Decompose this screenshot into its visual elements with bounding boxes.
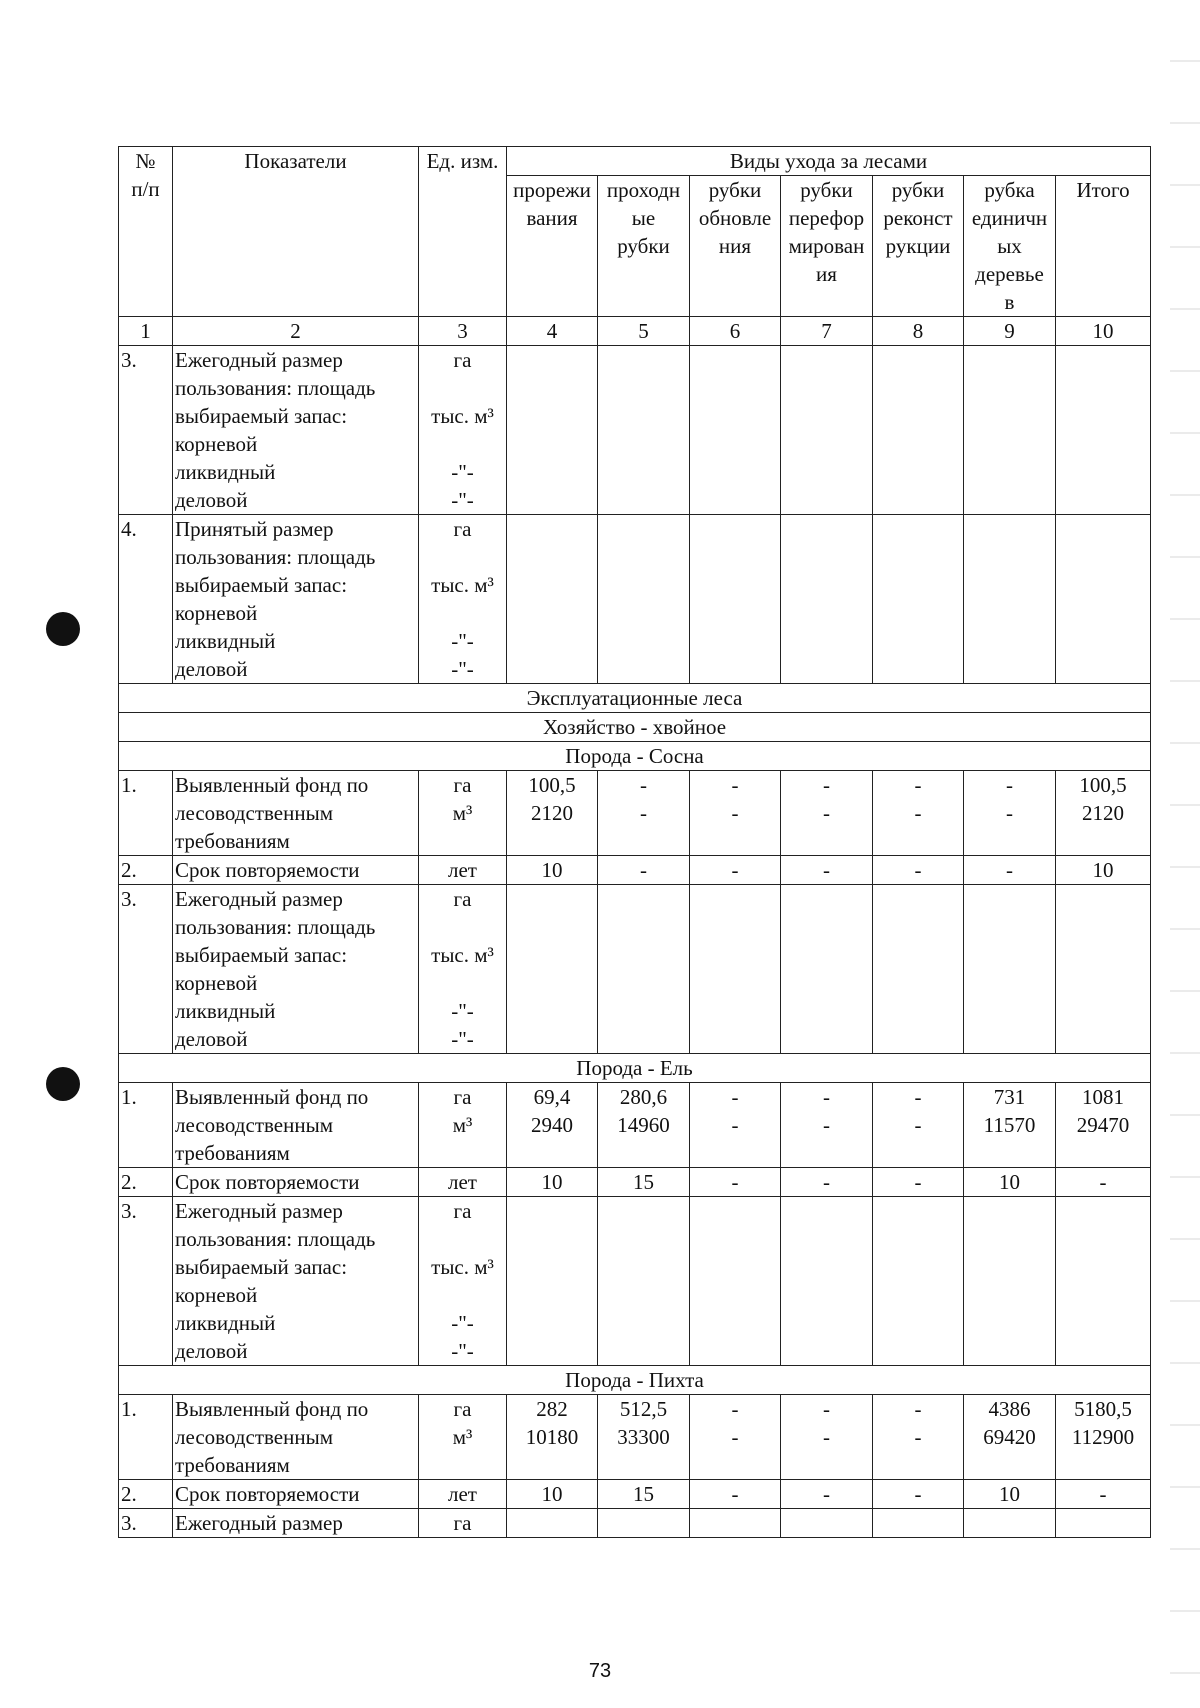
page-number: 73 — [588, 1660, 612, 1682]
row-value — [598, 1509, 690, 1538]
col-number: 2 — [173, 317, 419, 346]
row-value — [781, 515, 873, 684]
row-value: - — [690, 1480, 781, 1509]
row-value — [1056, 1509, 1151, 1538]
header-row-group — [119, 147, 1151, 176]
table-row — [119, 1480, 1151, 1509]
row-value: - — [1056, 1168, 1151, 1197]
row-unit: га тыс. м³ -"- -"- — [419, 346, 507, 515]
row-value: - - — [873, 771, 964, 856]
scan-edge — [1170, 0, 1200, 1708]
row-unit: га тыс. м³ -"- -"- — [419, 885, 507, 1054]
row-value: 69,4 2940 — [507, 1083, 598, 1168]
row-value — [507, 1509, 598, 1538]
col-number: 9 — [964, 317, 1056, 346]
row-value — [873, 346, 964, 515]
row-number: 1. — [119, 771, 173, 856]
row-value — [1056, 1197, 1151, 1366]
col-header: Итого — [1056, 176, 1151, 317]
row-value — [873, 885, 964, 1054]
row-value — [1056, 346, 1151, 515]
row-value — [1056, 885, 1151, 1054]
row-unit: га м³ — [419, 1083, 507, 1168]
table-row — [119, 1083, 1151, 1168]
row-value: - — [1056, 1480, 1151, 1509]
col-header: рубка единичн ых деревье в — [964, 176, 1056, 317]
row-value: 280,6 14960 — [598, 1083, 690, 1168]
row-number: 4. — [119, 515, 173, 684]
col-number: 8 — [873, 317, 964, 346]
row-value: 15 — [598, 1168, 690, 1197]
row-unit: лет — [419, 1480, 507, 1509]
row-value: 10 — [507, 856, 598, 885]
row-value — [598, 885, 690, 1054]
row-value — [507, 1197, 598, 1366]
table-row — [119, 1197, 1151, 1366]
row-value: - - — [873, 1083, 964, 1168]
row-value: 10 — [507, 1168, 598, 1197]
row-indicator: Выявленный фонд по лесоводственным требованиям — [173, 771, 419, 856]
table-row — [119, 1509, 1151, 1538]
row-value — [1056, 515, 1151, 684]
col-number: 10 — [1056, 317, 1151, 346]
row-value — [598, 1197, 690, 1366]
row-value: - — [781, 1168, 873, 1197]
row-value: 10 — [1056, 856, 1151, 885]
row-value — [964, 885, 1056, 1054]
row-value — [598, 515, 690, 684]
row-indicator: Выявленный фонд по лесоводственным требованиям — [173, 1395, 419, 1480]
row-value — [873, 1197, 964, 1366]
punch-hole — [46, 612, 80, 646]
section-row — [119, 1366, 1151, 1395]
forest-care-table — [118, 146, 1151, 1538]
row-number: 3. — [119, 1197, 173, 1366]
row-value — [598, 346, 690, 515]
row-value: - — [690, 1168, 781, 1197]
column-numbers-row — [119, 317, 1151, 346]
row-value — [964, 515, 1056, 684]
col-header: проходн ые рубки — [598, 176, 690, 317]
row-value — [781, 1509, 873, 1538]
row-number: 3. — [119, 1509, 173, 1538]
row-number: 2. — [119, 856, 173, 885]
row-value: - - — [598, 771, 690, 856]
row-value — [690, 885, 781, 1054]
row-value — [964, 1509, 1056, 1538]
col-unit-header: Ед. изм. — [419, 147, 507, 317]
col-number: 6 — [690, 317, 781, 346]
section-title: Порода - Пихта — [119, 1366, 1151, 1395]
col-number: 7 — [781, 317, 873, 346]
row-unit: га м³ — [419, 1395, 507, 1480]
row-value: - - — [781, 1395, 873, 1480]
row-value: - — [964, 856, 1056, 885]
row-value: 10 — [964, 1168, 1056, 1197]
row-indicator: Выявленный фонд по лесоводственным требованиям — [173, 1083, 419, 1168]
row-unit: га тыс. м³ -"- -"- — [419, 515, 507, 684]
row-value: 10 — [507, 1480, 598, 1509]
row-number: 1. — [119, 1395, 173, 1480]
row-value — [507, 515, 598, 684]
row-value: - — [598, 856, 690, 885]
row-value — [781, 1197, 873, 1366]
row-value: 4386 69420 — [964, 1395, 1056, 1480]
row-value: - — [873, 856, 964, 885]
row-value: - — [690, 856, 781, 885]
row-value: - - — [781, 1083, 873, 1168]
row-indicator: Принятый размер пользования: площадь выбираемый запас: корневой ликвидный деловой — [173, 515, 419, 684]
section-row — [119, 1054, 1151, 1083]
row-value — [690, 1509, 781, 1538]
table-row — [119, 885, 1151, 1054]
row-indicator: Срок повторяемости — [173, 856, 419, 885]
row-value: - - — [964, 771, 1056, 856]
row-value: - - — [781, 771, 873, 856]
col-header: прорежи вания — [507, 176, 598, 317]
col-number: 1 — [119, 317, 173, 346]
row-unit: га м³ — [419, 771, 507, 856]
section-title: Порода - Ель — [119, 1054, 1151, 1083]
row-unit: лет — [419, 856, 507, 885]
row-unit: га тыс. м³ -"- -"- — [419, 1197, 507, 1366]
row-value: - - — [690, 1395, 781, 1480]
row-value — [781, 346, 873, 515]
row-value: 100,5 2120 — [507, 771, 598, 856]
row-indicator: Ежегодный размер пользования: площадь выбираемый запас: корневой ликвидный деловой — [173, 885, 419, 1054]
section-row — [119, 684, 1151, 713]
row-value: - — [873, 1168, 964, 1197]
section-title: Хозяйство - хвойное — [119, 713, 1151, 742]
row-value — [690, 346, 781, 515]
row-value: - — [781, 856, 873, 885]
col-header: рубки реконст рукции — [873, 176, 964, 317]
row-value: 282 10180 — [507, 1395, 598, 1480]
row-value — [507, 885, 598, 1054]
row-number: 3. — [119, 346, 173, 515]
row-indicator: Ежегодный размер пользования: площадь выбираемый запас: корневой ликвидный деловой — [173, 346, 419, 515]
col-header: рубки обновле ния — [690, 176, 781, 317]
row-number: 3. — [119, 885, 173, 1054]
row-unit: лет — [419, 1168, 507, 1197]
row-value: - — [781, 1480, 873, 1509]
section-title: Порода - Сосна — [119, 742, 1151, 771]
table-row — [119, 1168, 1151, 1197]
row-value — [964, 346, 1056, 515]
row-value: 5180,5 112900 — [1056, 1395, 1151, 1480]
section-title: Эксплуатационные леса — [119, 684, 1151, 713]
row-value: - - — [690, 1083, 781, 1168]
table-row — [119, 856, 1151, 885]
row-number: 2. — [119, 1168, 173, 1197]
row-number: 1. — [119, 1083, 173, 1168]
col-num-header: № п/п — [119, 147, 173, 317]
row-indicator: Ежегодный размер — [173, 1509, 419, 1538]
punch-hole — [46, 1067, 80, 1101]
table-row — [119, 515, 1151, 684]
row-indicator: Ежегодный размер пользования: площадь выбираемый запас: корневой ликвидный деловой — [173, 1197, 419, 1366]
row-value — [873, 1509, 964, 1538]
row-indicator: Срок повторяемости — [173, 1480, 419, 1509]
row-value — [507, 346, 598, 515]
row-value: 512,5 33300 — [598, 1395, 690, 1480]
row-value: - - — [873, 1395, 964, 1480]
row-value: 731 11570 — [964, 1083, 1056, 1168]
row-unit: га — [419, 1509, 507, 1538]
row-value — [690, 515, 781, 684]
row-value: - - — [690, 771, 781, 856]
care-types-group-header: Виды ухода за лесами — [507, 147, 1151, 176]
table-row — [119, 771, 1151, 856]
row-value — [873, 515, 964, 684]
row-value: 15 — [598, 1480, 690, 1509]
row-number: 2. — [119, 1480, 173, 1509]
col-number: 3 — [419, 317, 507, 346]
col-indicator-header: Показатели — [173, 147, 419, 317]
row-indicator: Срок повторяемости — [173, 1168, 419, 1197]
row-value: - — [873, 1480, 964, 1509]
row-value — [781, 885, 873, 1054]
table-row — [119, 1395, 1151, 1480]
section-row — [119, 713, 1151, 742]
col-number: 4 — [507, 317, 598, 346]
row-value: 10 — [964, 1480, 1056, 1509]
row-value: 100,5 2120 — [1056, 771, 1151, 856]
row-value — [690, 1197, 781, 1366]
col-header: рубки перефор мирован ия — [781, 176, 873, 317]
row-value — [964, 1197, 1056, 1366]
section-row — [119, 742, 1151, 771]
row-value: 1081 29470 — [1056, 1083, 1151, 1168]
table-row — [119, 346, 1151, 515]
col-number: 5 — [598, 317, 690, 346]
